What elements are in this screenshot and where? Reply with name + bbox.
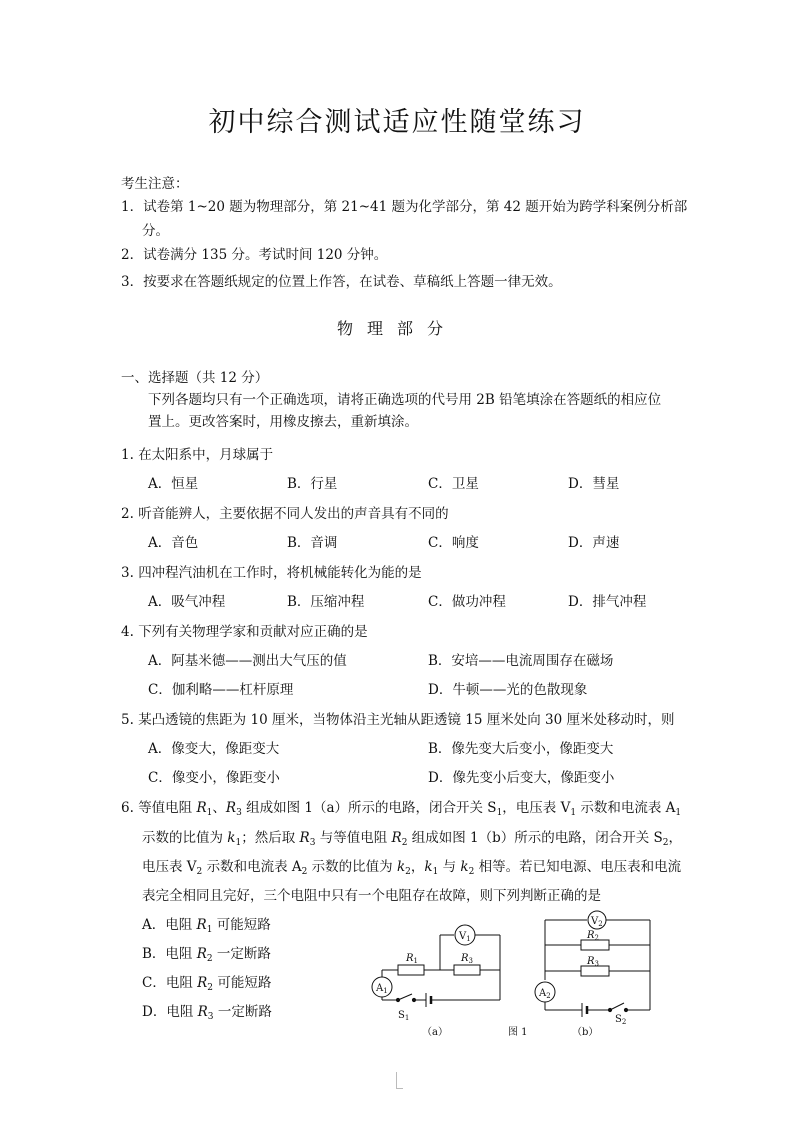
q5-option-c: C．像变小，像距变小 [148, 770, 280, 786]
label-r1-a: $R_1$ [406, 953, 418, 965]
label-r2-b: $R_2$ [587, 930, 599, 942]
q5-option-b: B．像先变大后变小，像距变大 [428, 741, 614, 757]
q6-option-b: B．电阻 $R_2$ 一定断路 [142, 946, 271, 964]
notice-item-2: 2．试卷满分 135 分。考试时间 120 分钟。 [121, 247, 388, 263]
circuit-a [372, 925, 500, 1007]
part-heading: 一、选择题（共 12 分） [121, 370, 269, 386]
label-a1: $A_1$ [376, 983, 388, 995]
circuit-figure [360, 905, 670, 1045]
q4-option-d: D．牛顿——光的色散现象 [428, 682, 588, 698]
label-s2: $S_2$ [615, 1014, 627, 1026]
question-6-line-3: 电压表 $V_2$ 示数和电流表 $A_2$ 示数的比值为 $k_2$，$k_1$ 与 $k_2$ 相等。若已知电源、电压表和电流 [142, 859, 682, 877]
page-mark-vertical [396, 1072, 397, 1088]
question-4: 4. 下列有关物理学家和贡献对应正确的是 [121, 624, 368, 640]
question-3: 3. 四冲程汽油机在工作时，将机械能转化为能的是 [121, 565, 422, 581]
label-s1: $S_1$ [398, 1010, 410, 1022]
question-1: 1. 在太阳系中，月球属于 [121, 447, 274, 463]
page-mark-horizontal [396, 1088, 403, 1089]
section-title: 物理部分 [336, 319, 457, 338]
q4-option-b: B．安培——电流周围存在磁场 [428, 653, 614, 669]
question-2: 2. 听音能辨人，主要依据不同人发出的声音具有不同的 [121, 506, 449, 522]
q2-option-b: B．音调 [287, 535, 338, 551]
q6-option-a: A．电阻 $R_1$ 可能短路 [142, 917, 271, 935]
q5-option-d: D．像先变小后变大，像距变小 [428, 770, 615, 786]
q4-option-a: A．阿基米德——测出大气压的值 [148, 653, 347, 669]
notice-item-3: 3．按要求在答题纸规定的位置上作答，在试卷、草稿纸上答题一律无效。 [121, 274, 562, 290]
question-6-line-4: 表完全相同且完好，三个电阻中只有一个电阻存在故障，则下列判断正确的是 [142, 888, 601, 904]
q2-option-d: D．声速 [568, 535, 620, 551]
q1-option-b: B．行星 [287, 476, 338, 492]
notice-heading: 考生注意： [121, 176, 189, 192]
q3-option-d: D．排气冲程 [568, 594, 647, 610]
resistor-r3-a [454, 965, 480, 975]
resistor-r1-a [398, 965, 424, 975]
q5-option-a: A．像变大，像距变大 [148, 741, 280, 757]
label-v1: $V_1$ [459, 931, 471, 943]
question-6-line-2: 示数的比值为 $k_1$；然后取 $R_3$ 与等值电阻 $R_2$ 组成如图 1（b）所示的电路，闭合开关 $S_2$， [142, 830, 683, 848]
switch-s1-icon [398, 994, 412, 1000]
caption-b: （b） [572, 1027, 599, 1038]
q4-option-c: C．伽利略——杠杆原理 [148, 682, 294, 698]
label-v2: $V_2$ [591, 916, 603, 928]
q1-option-d: D．彗星 [568, 476, 620, 492]
page-title: 初中综合测试适应性随堂练习 [208, 107, 586, 138]
label-a2: $A_2$ [539, 988, 551, 1000]
label-r3-a: $R_3$ [461, 953, 473, 965]
q1-option-c: C．卫星 [428, 476, 479, 492]
notice-item-1: 1．试卷第 1~20 题为物理部分，第 21~41 题为化学部分，第 42 题开始为跨学科案例分析部 [121, 199, 688, 215]
q3-option-b: B．压缩冲程 [287, 594, 365, 610]
question-6-line-1: 6. 等值电阻 $R_1$、$R_3$ 组成如图 1（a）所示的电路，闭合开关 $S_1$，电压表 $V_1$ 示数和电流表 $A_1$ [121, 800, 682, 818]
switch-s2-icon [610, 1003, 624, 1010]
q1-option-a: A．恒星 [148, 476, 199, 492]
caption-a: （a） [422, 1027, 448, 1038]
label-r3-b: $R_3$ [587, 956, 599, 968]
notice-item-1-cont: 分。 [142, 223, 169, 239]
q6-option-d: D．电阻 $R_3$ 一定断路 [142, 1004, 272, 1022]
figure-caption: 图 1 [508, 1027, 528, 1038]
part-instruction-1: 下列各题均只有一个正确选项，请将正确选项的代号用 2B 铅笔填涂在答题纸的相应位 [148, 392, 662, 408]
q2-option-c: C．响度 [428, 535, 479, 551]
q2-option-a: A．音色 [148, 535, 199, 551]
q3-option-c: C．做功冲程 [428, 594, 506, 610]
q3-option-a: A．吸气冲程 [148, 594, 226, 610]
question-5: 5. 某凸透镜的焦距为 10 厘米，当物体沿主光轴从距透镜 15 厘米处向 30 厘米处移动时，则 [121, 712, 675, 728]
q6-option-c: C．电阻 $R_2$ 可能短路 [142, 975, 272, 993]
part-instruction-2: 置上。更改答案时，用橡皮擦去，重新填涂。 [148, 414, 418, 430]
